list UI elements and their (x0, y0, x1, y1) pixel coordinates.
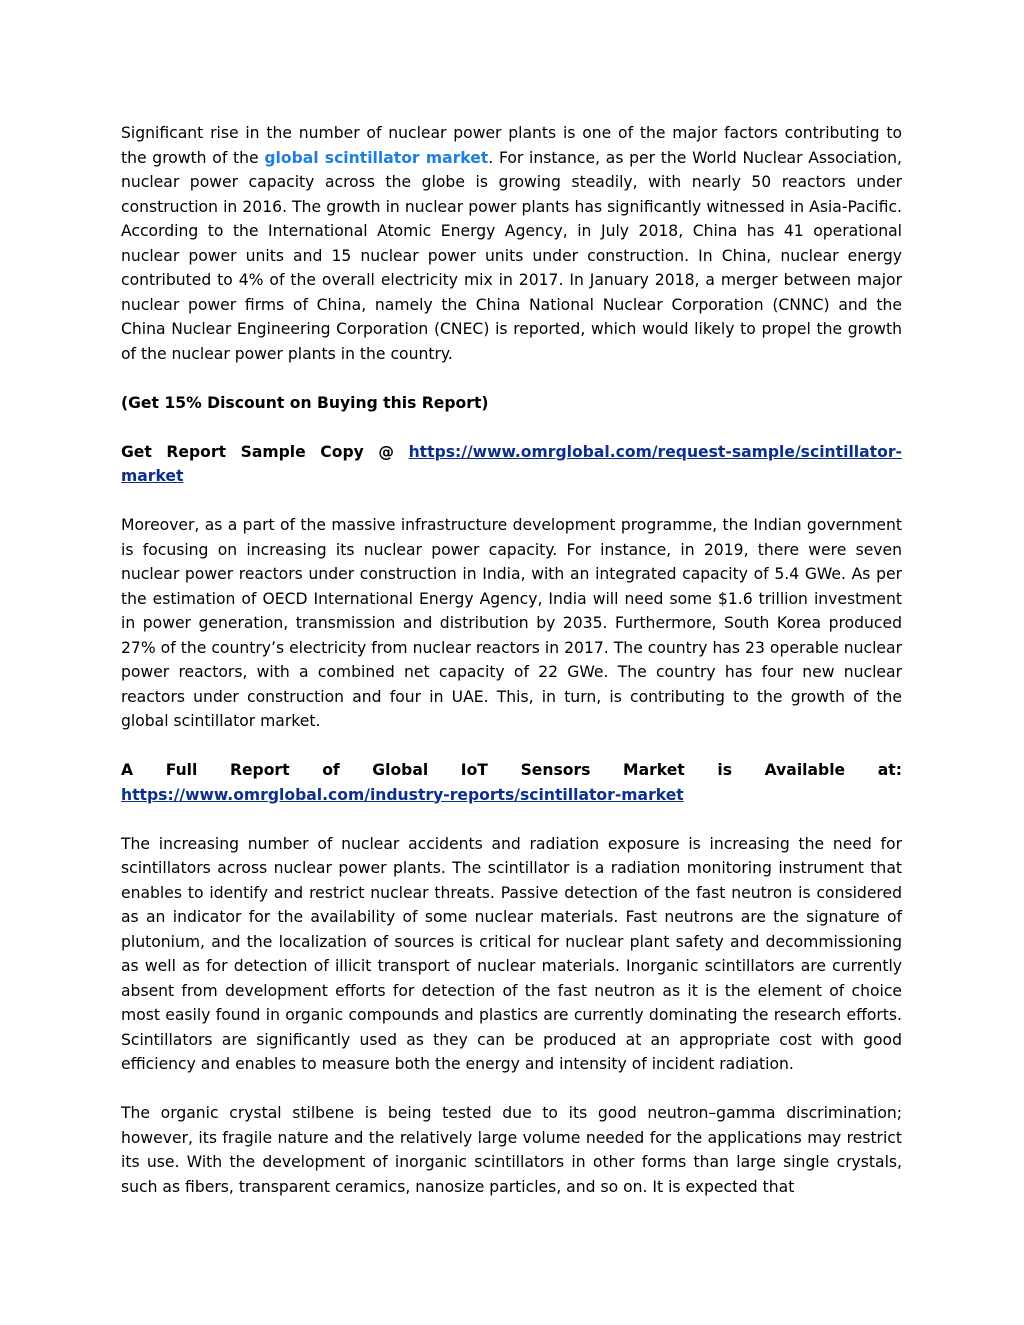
paragraph-india-korea: Moreover, as a part of the massive infrastructure development programme, the Indian government is focusing on increasing its nuclear power capacity. For instance, in 2019, there were seven nuclear power reactors under construction in India, with an integrated capacity of 5.4 GWe. As per the estimation of OECD International Energy Agency, India will need some $1.6 trillion investment in power generation, transmission and distribution by 2035. Furthermore, South Korea produced 27% of the country’s electricity from nuclear reactors in 2017. The country has 23 operable nuclear power reactors, with a combined net capacity of 22 GWe. The country has four new nuclear reactors under construction and four in UAE. This, in turn, is contributing to the growth of the global scintillator market. (121, 516, 902, 730)
full-report-word: Report (229, 761, 290, 779)
paragraph-intro-text-2: . For instance, as per the World Nuclear Association, nuclear power capacity across the globe is growing steadily, with nearly 50 reactors under construction in 2016. The growth in nuclear power plants has significantly witnessed in Asia-Pacific. According to the International Atomic Energy Agency, in July 2018, China has 41 operational nuclear power units and 15 nuclear power units under construction. In China, nuclear energy contributed to 4% of the overall electricity mix in 2017. In January 2018, a merger between major nuclear power firms of China, namely the China National Nuclear Corporation (CNNC) and the China Nuclear Engineering Corporation (CNEC) is reported, which would likely to propel the growth of the nuclear power plants in the country. (121, 148, 902, 363)
full-report-word: IoT (460, 761, 488, 779)
industry-report-link[interactable]: https://www.omrglobal.com/industry-reports/scintillator-market (121, 785, 684, 804)
paragraph-stilbene: The organic crystal stilbene is being tested due to its good neutron–gamma discrimination; however, its fragile nature and the relatively large volume needed for the applications may restrict its use. With the development of inorganic scintillators in other forms than large single crystals, such as fibers, transparent ceramics, nanosize particles, and so on. It is expected that (121, 1104, 902, 1196)
full-report-word: Market (623, 761, 685, 779)
full-report-word: Available (764, 761, 846, 779)
full-report-word: of (322, 761, 340, 779)
full-report-block (121, 758, 902, 807)
paragraph-intro (121, 121, 902, 366)
full-report-link-line (121, 783, 902, 808)
global-scintillator-market-link[interactable]: global scintillator market (264, 148, 489, 167)
document-page (121, 121, 902, 1224)
full-report-word: A (121, 761, 134, 779)
full-report-word: Global (372, 761, 429, 779)
full-report-word: Sensors (520, 761, 591, 779)
full-report-heading (121, 758, 902, 783)
sample-copy-label: Get Report Sample Copy @ (121, 442, 409, 461)
sample-copy-line (121, 440, 902, 489)
full-report-word: at: (877, 761, 902, 779)
request-sample-link[interactable]: https://www.omrglobal.com/request-sample/scintillator-market (121, 442, 902, 485)
full-report-word: Full (165, 761, 198, 779)
discount-note: (Get 15% Discount on Buying this Report) (121, 393, 489, 412)
paragraph-scintillator-need: The increasing number of nuclear accidents and radiation exposure is increasing the need for scintillators across nuclear power plants. The scintillator is a radiation monitoring instrument that enables to identify and restrict nuclear threats. Passive detection of the fast neutron is considered as an indicator for the availability of some nuclear materials. Fast neutrons are the signature of plutonium, and the localization of sources is critical for nuclear plant safety and decommissioning as well as for detection of illicit transport of nuclear materials. Inorganic scintillators are currently absent from development efforts for detection of the fast neutron as it is the element of choice most easily found in organic compounds and plastics are currently dominating the research efforts. Scintillators are significantly used as they can be produced at an appropriate cost with good efficiency and enables to measure both the energy and intensity of incident radiation. (121, 834, 902, 1073)
paragraph-intro-text-1: Significant rise in the number of nuclear power plants is one of the major factors contributing to the growth of the (121, 124, 902, 167)
full-report-word: is (717, 761, 733, 779)
